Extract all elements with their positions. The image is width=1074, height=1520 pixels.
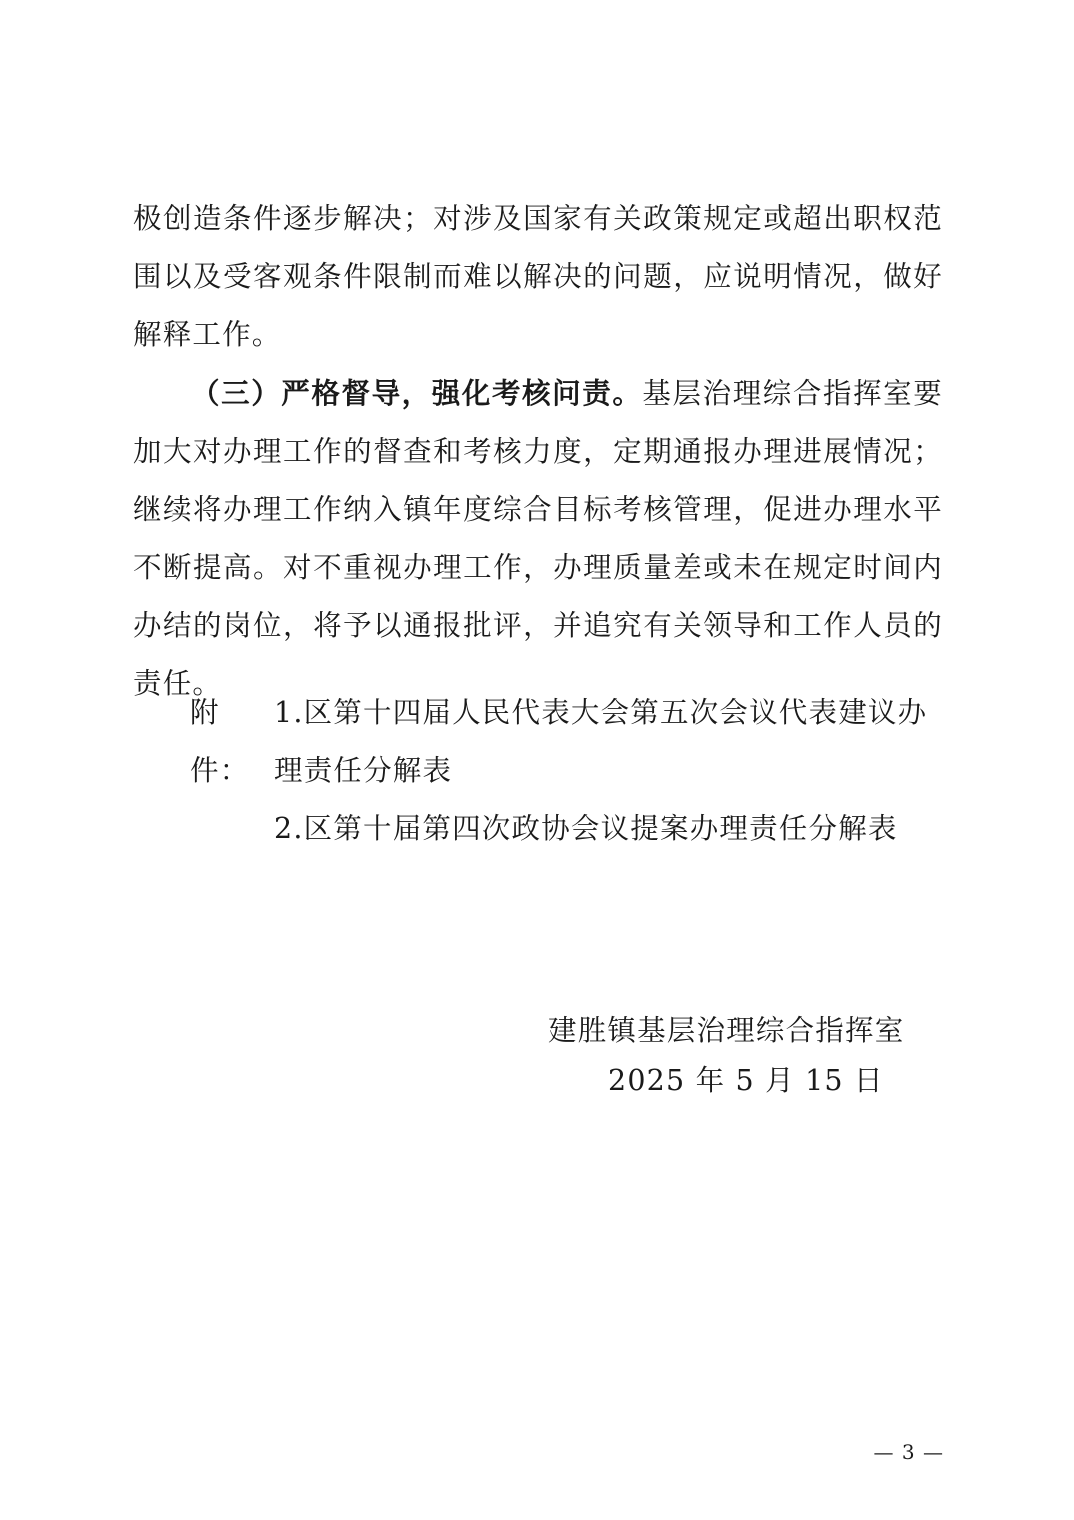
paragraph-section-three [133,364,943,713]
attachments-list [274,684,950,858]
paragraph-continuation: 极创造条件逐步解决；对涉及国家有关政策规定或超出职权范围以及受客观条件限制而难以解决的问题，应说明情况，做好解释工作。 [133,202,943,351]
attachment-item-1: 1.区第十四届人民代表大会第五次会议代表建议办理责任分解表 [274,696,928,787]
section-heading: （三）严格督导，强化考核问责。 [191,376,643,410]
attachment-item-2: 2.区第十届第四次政协会议提案办理责任分解表 [274,812,898,845]
signature-date: 2025 年 5 月 15 日 [608,1064,884,1097]
section-text: 基层治理综合指挥室要加大对办理工作的督查和考核力度，定期通报办理进展情况；继续将办理工作纳入镇年度综合目标考核管理，促进办理水平不断提高。对不重视办理工作，办理质量差或未在规定时间内办结的岗位，将予以通报批评，并追究有关领导和工作人员的责任。 [133,377,943,700]
signature-block [548,1006,908,1106]
body-text [133,190,943,713]
signature-org: 建胜镇基层治理综合指挥室 [548,1014,905,1047]
attachments-label: 附件： [190,696,250,787]
page-number: — 3 — [873,1440,944,1464]
attachments-block [190,684,950,858]
